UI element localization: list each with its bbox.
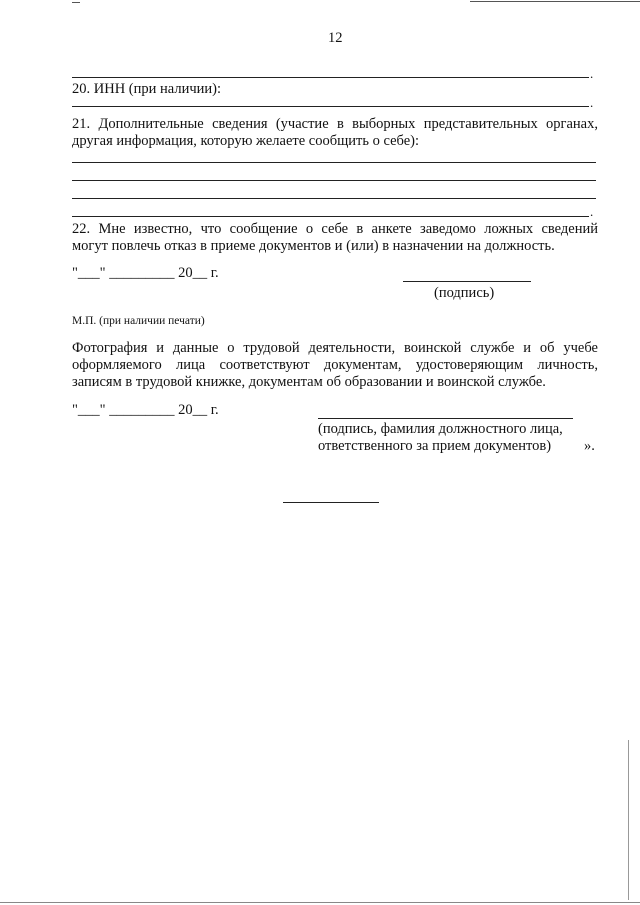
fill-line-21a (72, 162, 596, 163)
line-end-dot: . (590, 95, 594, 110)
scan-edge-right (628, 740, 629, 900)
item-22-line1: 22. Мне известно, что сообщение о себе в анкете заведомо ложных сведений (72, 221, 598, 237)
page-number: 12 (328, 30, 343, 46)
confirmation-line3: записям в трудовой книжке, документам об образовании и воинской службе. (72, 374, 546, 390)
date-field-1: "___" _________ 20__ г. (72, 265, 219, 281)
scan-edge-top-right (470, 1, 640, 2)
signature-caption-1: (подпись) (434, 285, 495, 301)
fill-line-21b (72, 180, 596, 181)
fill-line-19 (72, 77, 589, 78)
line-end-dot: . (590, 204, 594, 219)
stamp-label: М.П. (при наличии печати) (72, 315, 205, 327)
signature-caption-2a: (подпись, фамилия должностного лица, (318, 421, 563, 437)
line-end-dot: . (590, 66, 594, 81)
fill-line-21d (72, 216, 589, 217)
closing-quote: ». (584, 438, 595, 454)
confirmation-line2: оформляемого лица соответствуют документам, удостоверяющим личность, (72, 357, 598, 373)
scan-edge-bottom (0, 902, 640, 903)
item-20-label: 20. ИНН (при наличии): (72, 81, 222, 97)
signature-line-1 (403, 281, 531, 282)
item-21-line1: 21. Дополнительные сведения (участие в выборных представительных органах, (72, 116, 598, 132)
date-field-2: "___" _________ 20__ г. (72, 402, 219, 418)
item-22-line2: могут повлечь отказ в приеме документов и (или) в назначении на должность. (72, 238, 555, 254)
fill-line-21c (72, 198, 596, 199)
confirmation-line1: Фотография и данные о трудовой деятельности, воинской службе и об учебе (72, 340, 598, 356)
end-separator (283, 502, 379, 503)
item-21-line2: другая информация, которую желаете сообщить о себе): (72, 133, 420, 149)
fill-line-20 (72, 106, 589, 107)
signature-line-2 (318, 418, 573, 419)
scan-edge-top (72, 2, 80, 3)
signature-caption-2b: ответственного за прием документов) (318, 438, 552, 454)
